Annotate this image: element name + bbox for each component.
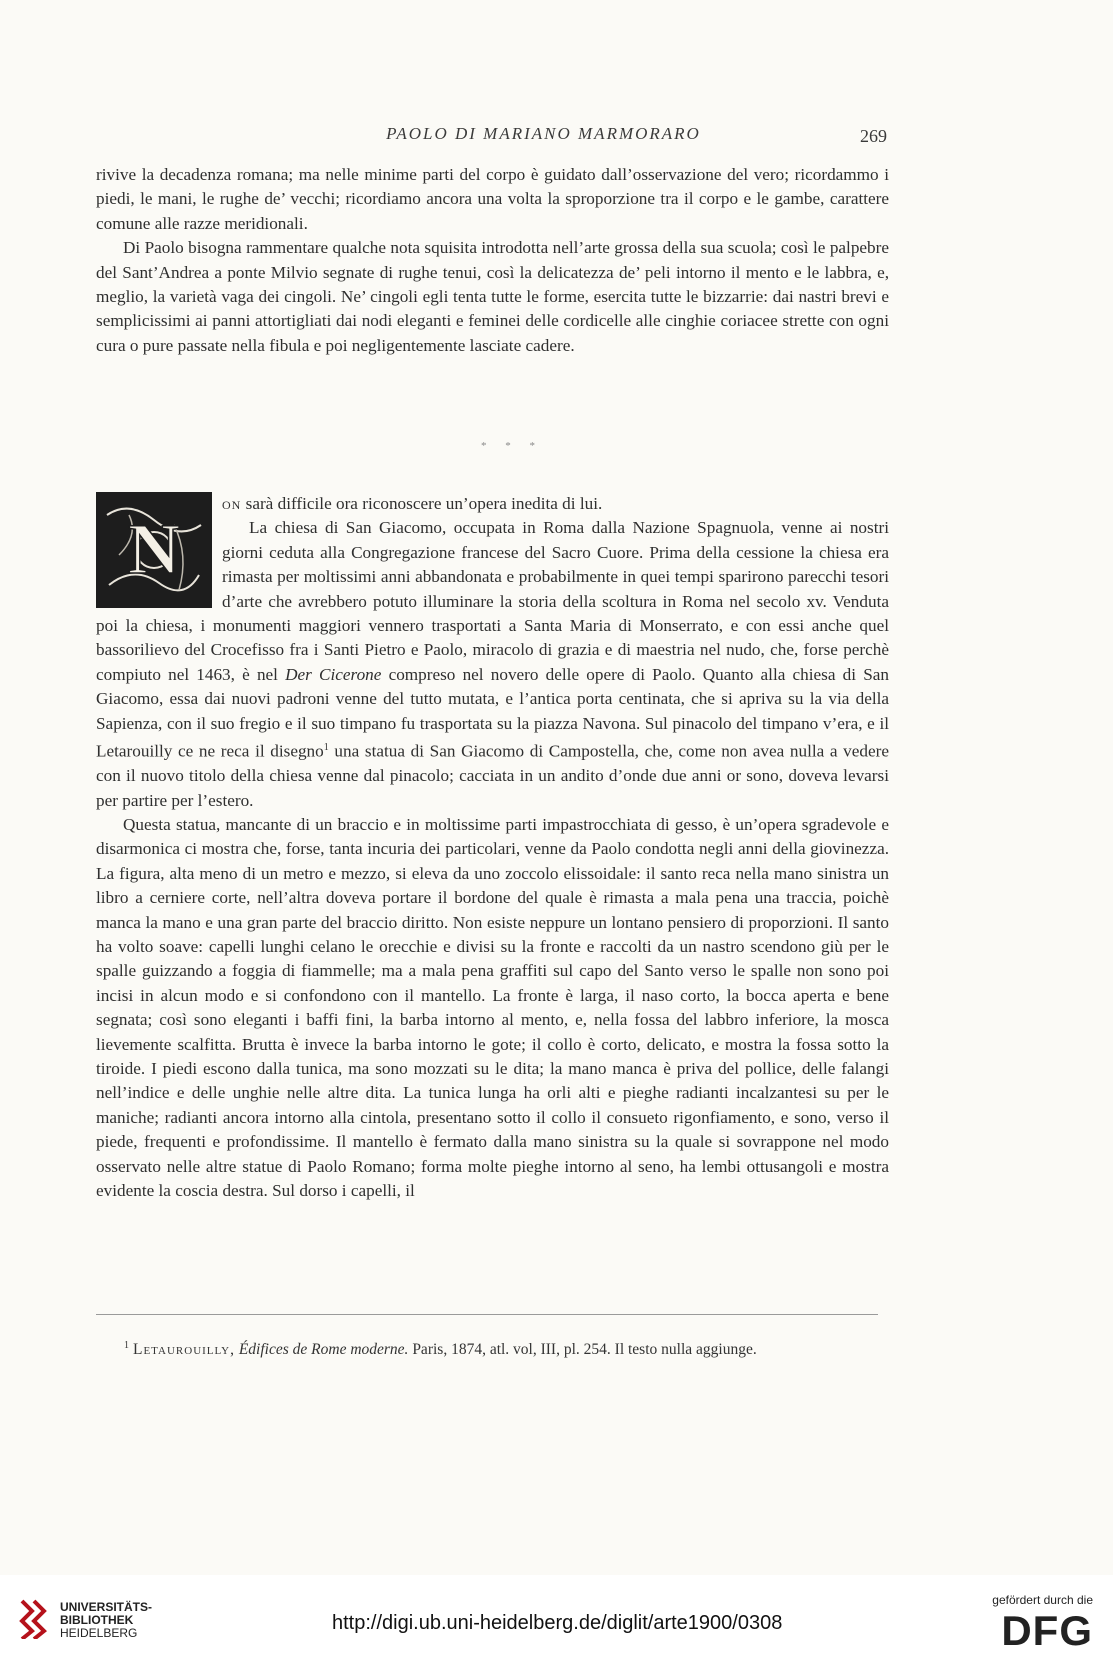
footnote-title: Édifices de Rome moderne. [238, 1341, 409, 1359]
footnote-reference[interactable]: 1 [323, 742, 329, 754]
page-number: 269 [860, 126, 887, 146]
paragraph: rivive la decadenza romana; ma nelle minime parti del corpo è guidato dall’osservazione del vero; ricordammo i piedi, le mani, le rughe de’ vecchi; ricordiamo ancora una volta la sproporzione tra il corpo e le gambe, carattere comune alle razze meridionali. [96, 165, 889, 233]
library-name-line: UNIVERSITÄTS- [60, 1600, 153, 1614]
paragraph [96, 492, 889, 516]
paragraph-text: La chiesa di San Giacomo, occupata in Roma dalla Nazione Spagnuola, venne ai nostri giorni ceduta alla Congregazione francese del Sacro Cuore. Prima della cessione la chiesa era rimasta per moltissimi anni abbandonata e probabilmente in quei tempi sparirono parecchi tesori d’arte che avrebbero potuto illuminare la storia della scoltura in Roma nel secolo xv. Venduta poi la chiesa, i monumenti maggiori vennero trasportati a Santa Maria di Monserrato, e con essi anche quel bassorilievo del Crocefisso fra i Santi Pietro e Paolo, miracolo di grazia e di maestria nel nudo, che, forse perchè compiuto nel 1463, è nel [96, 518, 889, 684]
decorated-initial [96, 492, 212, 608]
dropcap-letter: N [128, 509, 180, 589]
text-block-main [96, 492, 889, 1204]
paragraph [96, 516, 889, 813]
library-name-line: HEIDELBERG [60, 1626, 138, 1640]
smallcaps-word: on [222, 494, 242, 513]
dfg-logo[interactable]: DFG [1001, 1607, 1093, 1654]
decorated-initial-letter-icon [99, 495, 209, 605]
footnote-mark: 1 [124, 1340, 129, 1351]
library-logo-icon[interactable] [18, 1599, 52, 1644]
footnote-divider [96, 1314, 878, 1315]
text-block-top [96, 163, 889, 358]
paragraph-text: sarà difficile ora riconoscere un’opera inedita di lui. [241, 494, 603, 513]
footnote-rest: Paris, 1874, atl. vol, III, pl. 254. Il testo nulla aggiunge. [412, 1341, 757, 1359]
paragraph: Di Paolo bisogna rammentare qualche nota squisita introdotta nell’arte grossa della sua scuola; così le palpebre del Sant’Andrea a ponte Milvio segnate di rughe tenui, così la delicatezza de’ peli intorno il mento e le labbra, e, meglio, la varietà vaga dei cingoli. Ne’ cingoli egli tenta tutte le forme, esercita tutte le bizzarrie: dai nastri brevi e semplicissimi ai panni attortigliati dai nodi eleganti e feminei delle cordicelle alle cinghie coriacee strette con ogni cura o pure passate nella fibula e poi negligentemente lasciate cadere. [96, 238, 889, 355]
section-ornament: * * * [481, 440, 543, 452]
library-name[interactable] [60, 1601, 152, 1640]
footnote [124, 1340, 904, 1359]
funded-by-label: gefördert durch die [992, 1593, 1093, 1607]
paragraph-text: una statua di San Giacomo di Campostella, che, come non avea nulla a vedere con il nuovo titolo della chiesa venne dal pinacolo; cacciata in un andito d’onde due anni or sono, doveva levarsi per partire per l’estero. [96, 741, 889, 810]
running-head: PAOLO DI MARIANO MARMORARO [386, 124, 701, 143]
footnote-author: Letaurouilly, [133, 1341, 235, 1359]
viewer-footer [0, 1575, 1113, 1660]
permalink-url[interactable]: http://digi.ub.uni-heidelberg.de/diglit/arte1900/0308 [332, 1612, 783, 1634]
library-name-line: BIBLIOTHEK [60, 1613, 134, 1627]
paragraph-text: compreso nel novero delle opere di Paolo. Quanto alla chiesa di San Giacomo, essa dai nuovi padroni venne del tutto mutata, e l’antica porta centinata, che si apriva su la via della Sapienza, con il suo fregio e il suo timpano fu trasportata su la piazza Navona. Sul pinacolo del timpano v’era, e il Letarouilly ce ne reca il disegno [96, 664, 889, 761]
paragraph: Questa statua, mancante di un braccio e in moltissime parti impastrocchiata di gesso, è un’opera sgradevole e disarmonica ci mostra che, forse, tanta incuria dei particolari, venne da Paolo condotta negli anni della giovinezza. La figura, alta meno di un metro e mezzo, si eleva da uno zoccolo elissoidale: il santo reca nella mano sinistra un libro a cerniere corte, nell’altra doveva portare il bordone del quale è rimasta a mala pena una traccia, poichè manca la mano e una gran parte del braccio diritto. Non esiste neppure un lontano pensiero di proporzioni. Il santo ha volto soave: capelli lunghi celano le orecchie e divisi su la fronte e raccolti da un nastro scendono giù per le spalle guizzando a foggia di fiammelle; ma a mala pena graffiti sul capo del Santo verso le spalle non sono poi incisi in alcun modo e si confondono con il mantello. La fronte è larga, il naso corto, la bocca aperta e bene segnata; così sono eleganti i baffi fini, la barba intorno al mento, e, nella fossa del labbro inferiore, la mosca lievemente scalfitta. Brutta è invece la barba intorno le gote; il collo è corto, delicato, e mostra la fossa sotto la tiroide. I piedi escono dalla tunica, ma sono mozzati su le dita; la mano manca è priva del pollice, delle falangi nell’indice e delle unghie nelle altre dita. La tunica lunga ha orli alti e pieghe radianti incalzantesi su per le maniche; radianti ancora intorno alla cintola, presentano sotto il collo il consueto rigonfiamento, e sono, verso il piede, frequenti e profondissime. Il mantello è fermato dalla mano sinistra su la quale si sovrappone nel modo osservato nelle altre statue di Paolo Romano; forma molte pieghe intorno al seno, ha lembi ottusangoli e mostra evidente la coscia destra. Sul dorso i capelli, il [96, 815, 889, 1201]
italic-title: Der Cicerone [285, 664, 382, 684]
